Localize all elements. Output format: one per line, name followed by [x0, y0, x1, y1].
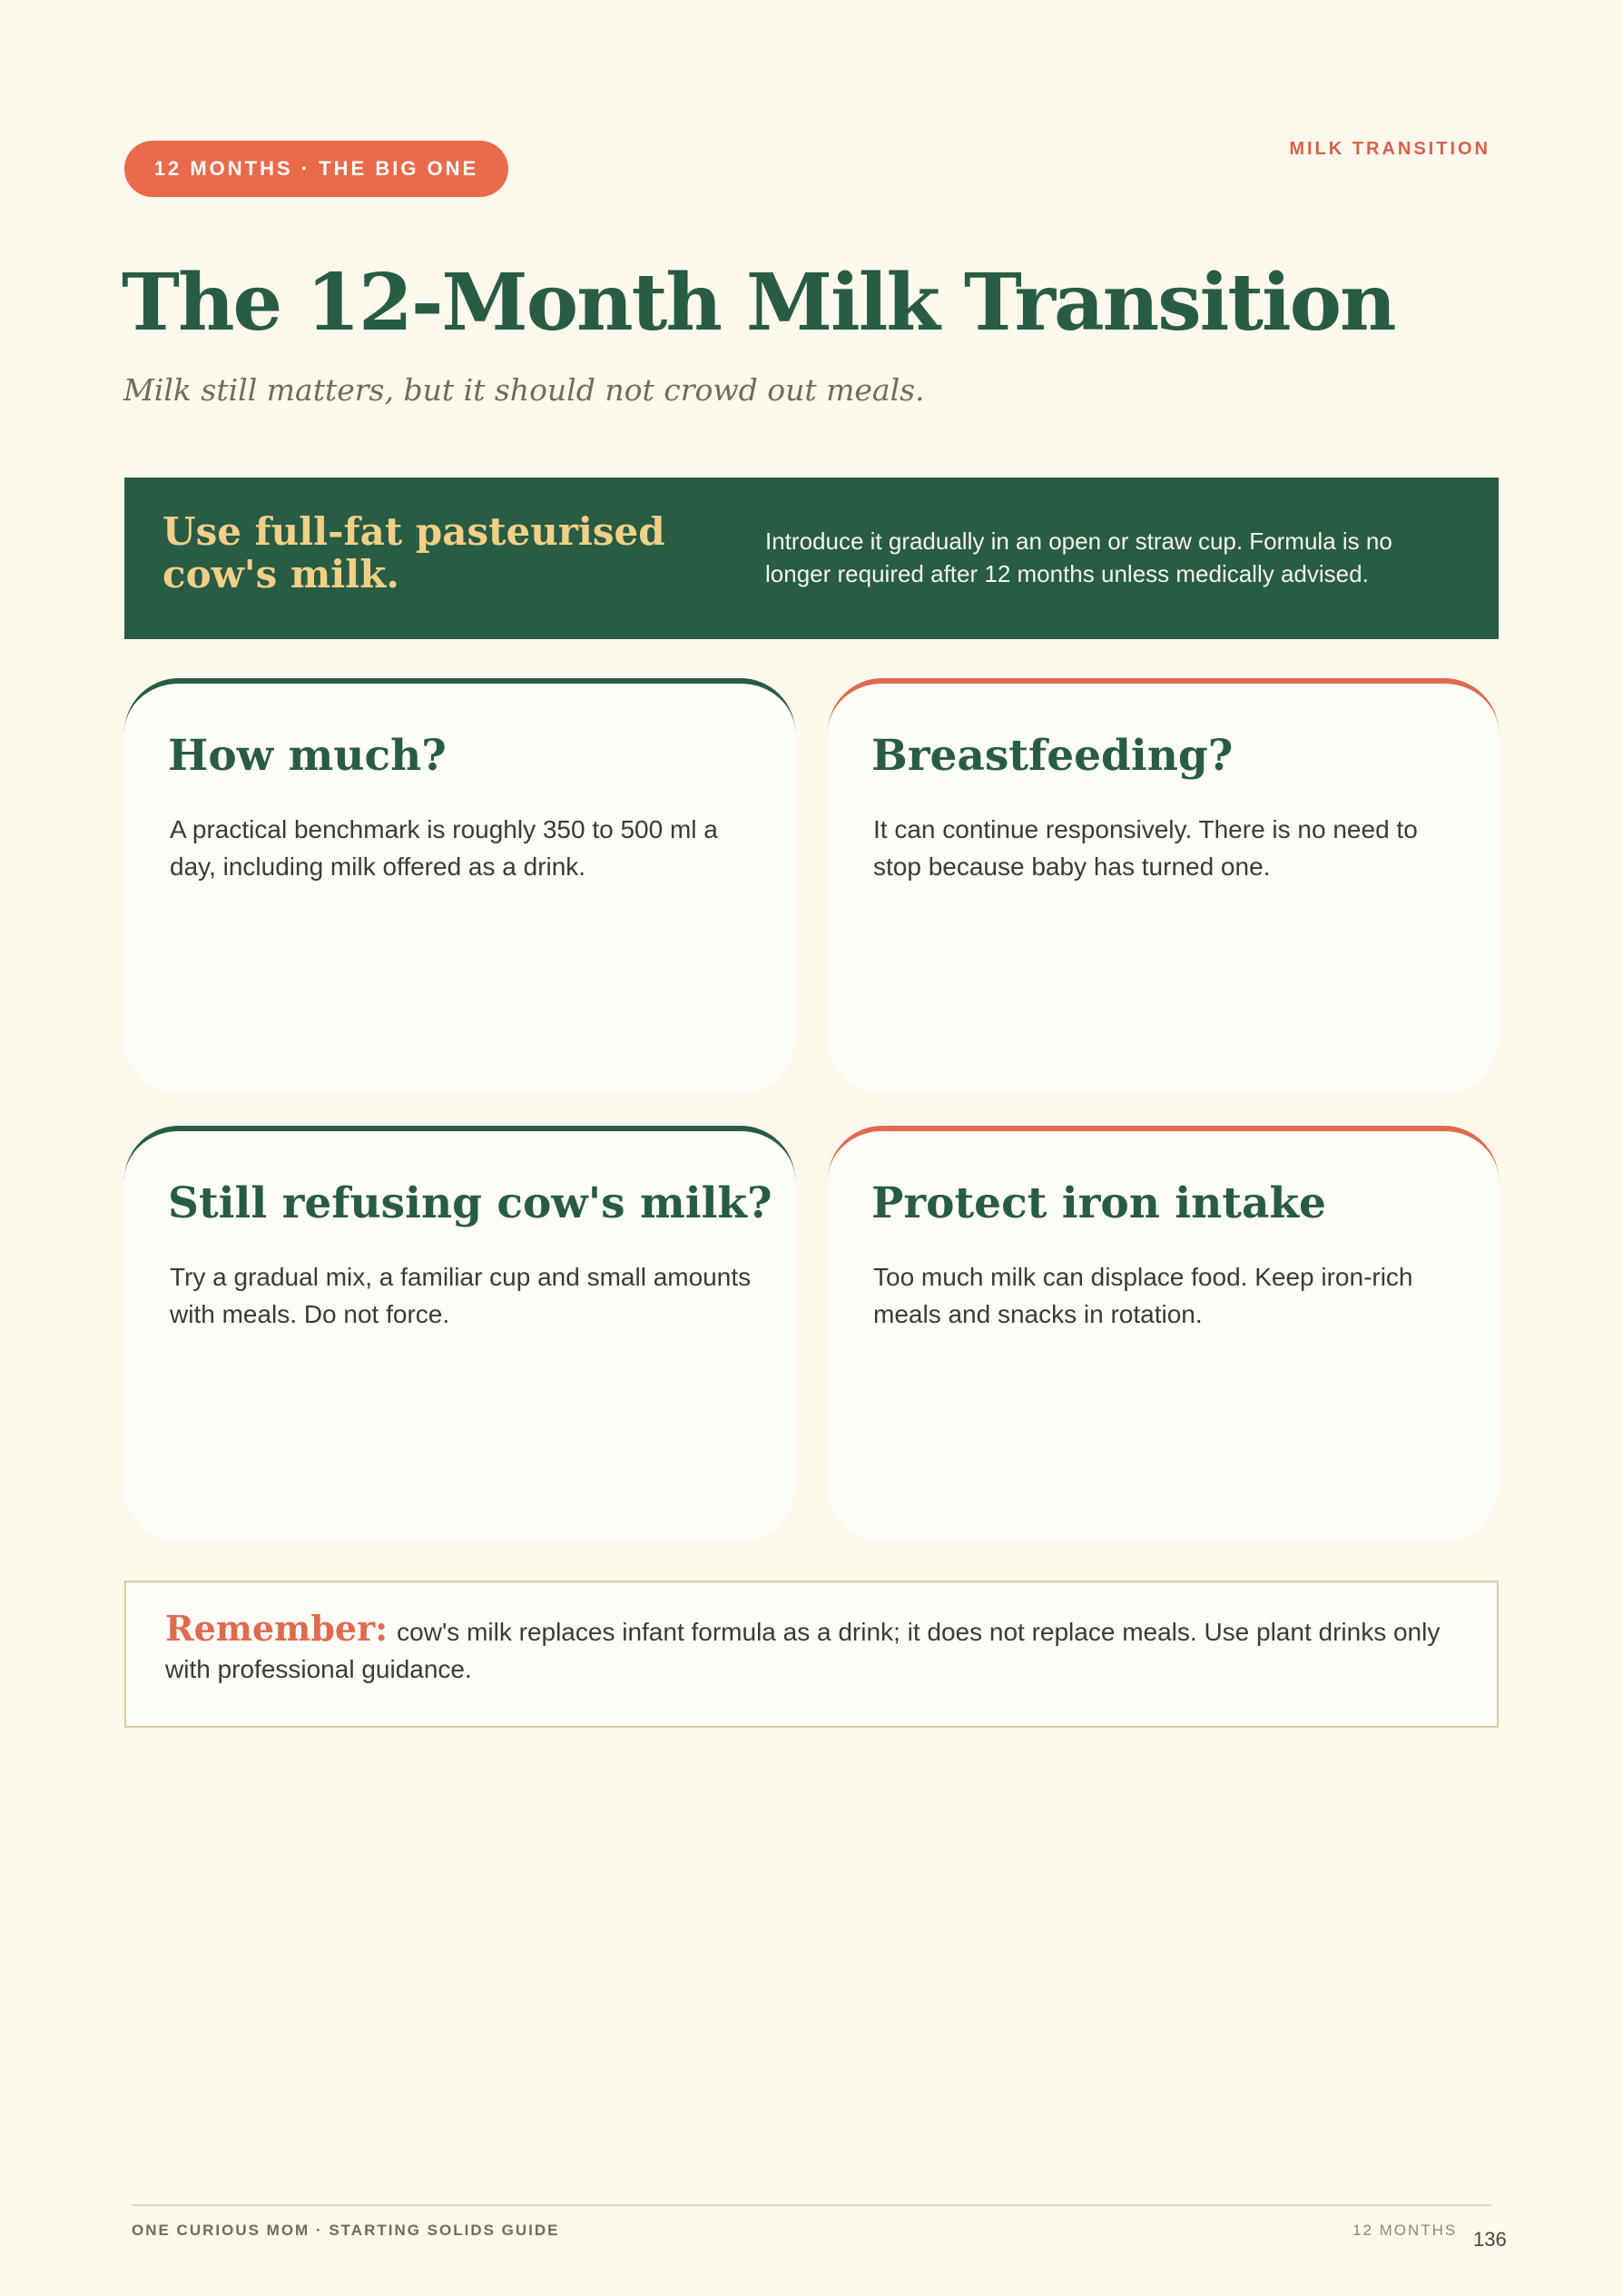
chapter-pill: 12 MONTHS · THE BIG ONE — [124, 141, 508, 197]
card-heading: Breastfeeding? — [871, 731, 1234, 781]
card-text: Too much milk can displace food. Keep iron-rich meals and snacks in rotation. — [873, 1263, 1413, 1328]
card-text: It can continue responsively. There is no need to stop because baby has turned one. — [873, 815, 1418, 881]
section-label: MILK TRANSITION — [1289, 139, 1490, 159]
page-title: The 12-Month Milk Transition — [122, 257, 1395, 349]
page-number: 136 — [1473, 2228, 1507, 2251]
remember-paragraph — [165, 1610, 1454, 1688]
footer-divider — [132, 2204, 1491, 2206]
card-heading: How much? — [168, 731, 447, 781]
card-iron-intake — [828, 1126, 1499, 1541]
card-text: Try a gradual mix, a familiar cup and small amounts with meals. Do not force. — [170, 1263, 752, 1328]
card-how-much — [124, 678, 795, 1093]
remember-text: cow's milk replaces infant formula as a drink; it does not replace meals. Use plant drinks only with professional guidance. — [165, 1618, 1441, 1683]
footer-chapter: 12 MONTHS — [1352, 2222, 1458, 2239]
card-heading: Still refusing cow's milk? — [168, 1178, 772, 1228]
banner-heading: Use full-fat pasteurised cow's milk. — [162, 509, 665, 596]
remember-note — [124, 1581, 1499, 1728]
page-subtitle: Milk still matters, but it should not crowd out meals. — [123, 372, 925, 408]
footer-book-title: ONE CURIOUS MOM · STARTING SOLIDS GUIDE — [132, 2222, 560, 2239]
remember-label: Remember: — [165, 1608, 389, 1649]
card-breastfeeding — [828, 678, 1499, 1093]
highlight-banner — [124, 478, 1499, 639]
banner-text: Introduce it gradually in an open or straw cup. Formula is no longer required after 12 months unless medically advised. — [765, 527, 1392, 587]
card-text: A practical benchmark is roughly 350 to 500 ml a day, including milk offered as a drink. — [170, 815, 718, 881]
card-heading: Protect iron intake — [871, 1178, 1326, 1228]
card-still-refusing — [124, 1126, 795, 1541]
